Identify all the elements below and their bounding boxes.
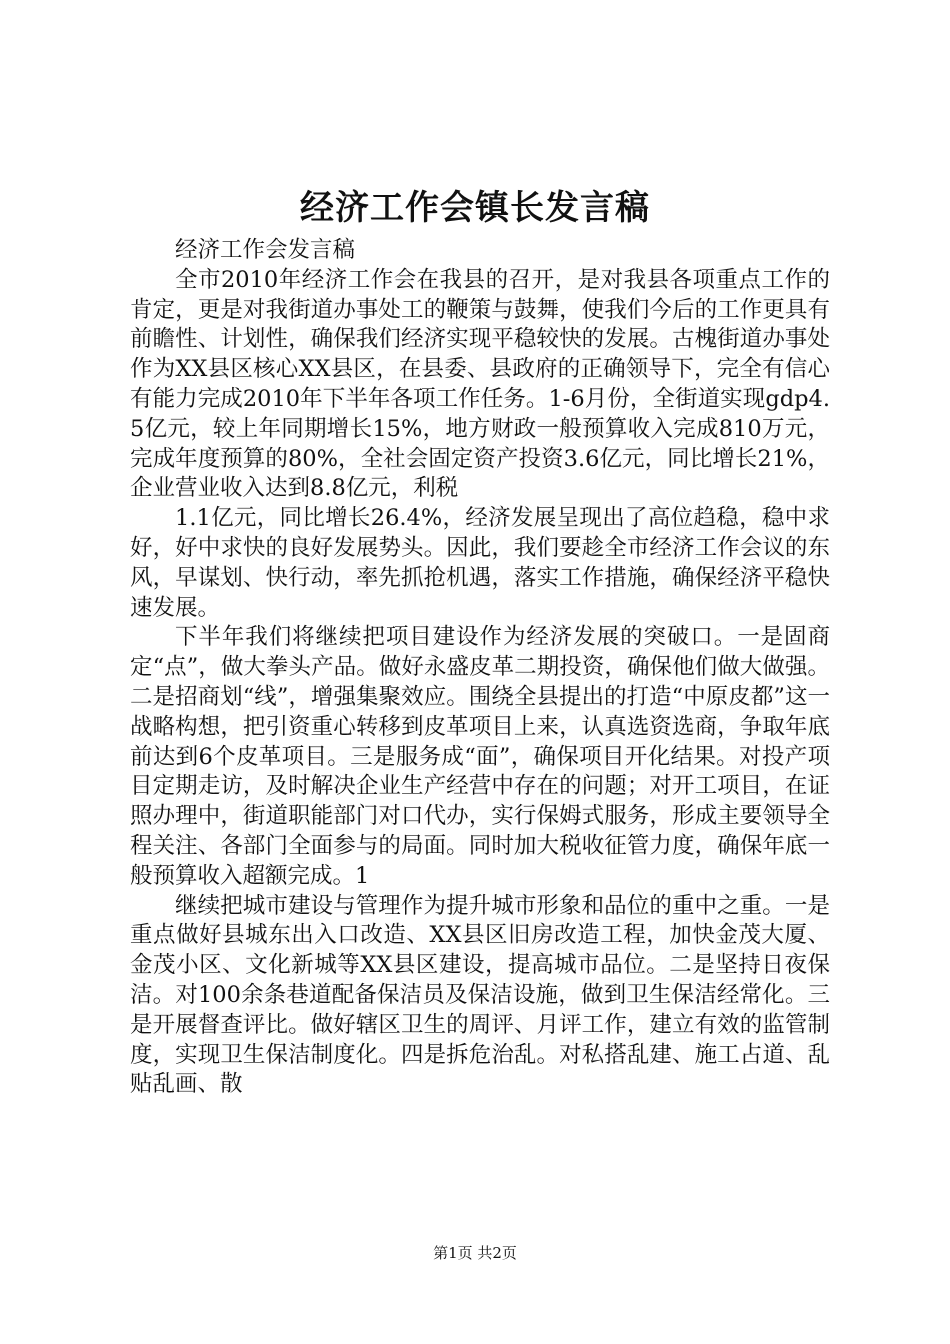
paragraph-2: 1.1亿元，同比增长26.4%，经济发展呈现出了高位趋稳，稳中求好，好中求快的良好发展势头。因此，我们要趁全市经济工作会议的东风，早谋划、快行动，率先抓抢机遇，落实工作措施，确保经济平稳快速发展。 <box>130 505 830 621</box>
document-title: 经济工作会镇长发言稿 <box>300 188 650 228</box>
document-body <box>130 236 830 1100</box>
document-subtitle: 经济工作会发言稿 <box>175 237 356 263</box>
paragraph-3: 下半年我们将继续把项目建设作为经济发展的突破口。一是固商定“点”，做大拳头产品。做好永盛皮革二期投资，确保他们做大做强。二是招商划“线”，增强集聚效应。围绕全县提出的打造“中原皮都”这一战略构想，把引资重心转移到皮革项目上来，认真选资选商，争取年底前达到6个皮革项目。三是服务成“面”，确保项目开化结果。对投产项目定期走访，及时解决企业生产经营中存在的问题；对开工项目，在证照办理中，街道职能部门对口代办，实行保姆式服务，形成主要领导全程关注、各部门全面参与的局面。同时加大税收征管力度，确保年底一般预算收入超额完成。1 <box>130 624 830 889</box>
paragraph-1: 全市2010年经济工作会在我县的召开，是对我县各项重点工作的肯定，更是对我街道办事处工的鞭策与鼓舞，使我们今后的工作更具有前瞻性、计划性，确保我们经济实现平稳较快的发展。古槐街道办事处作为XX县区核心XX县区，在县委、县政府的正确领导下，完全有信心有能力完成2010年下半年各项工作任务。1-6月份，全街道实现gdp4.5亿元，较上年同期增长15%，地方财政一般预算收入完成810万元，完成年度预算的80%，全社会固定资产投资3.6亿元，同比增长21%，企业营业收入达到8.8亿元，利税 <box>130 266 830 502</box>
paragraph-4: 继续把城市建设与管理作为提升城市形象和品位的重中之重。一是重点做好县城东出入口改造、XX县区旧房改造工程，加快金茂大厦、金茂小区、文化新城等XX县区建设，提高城市品位。二是坚持日夜保洁。对100余条巷道配备保洁员及保洁设施，做到卫生保洁经常化。三是开展督查评比。做好辖区卫生的周评、月评工作，建立有效的监管制度，实现卫生保洁制度化。四是拆危治乱。对私搭乱建、施工占道、乱贴乱画、散 <box>130 892 830 1098</box>
page-number-footer: 第1页 共2页 <box>433 1244 517 1262</box>
